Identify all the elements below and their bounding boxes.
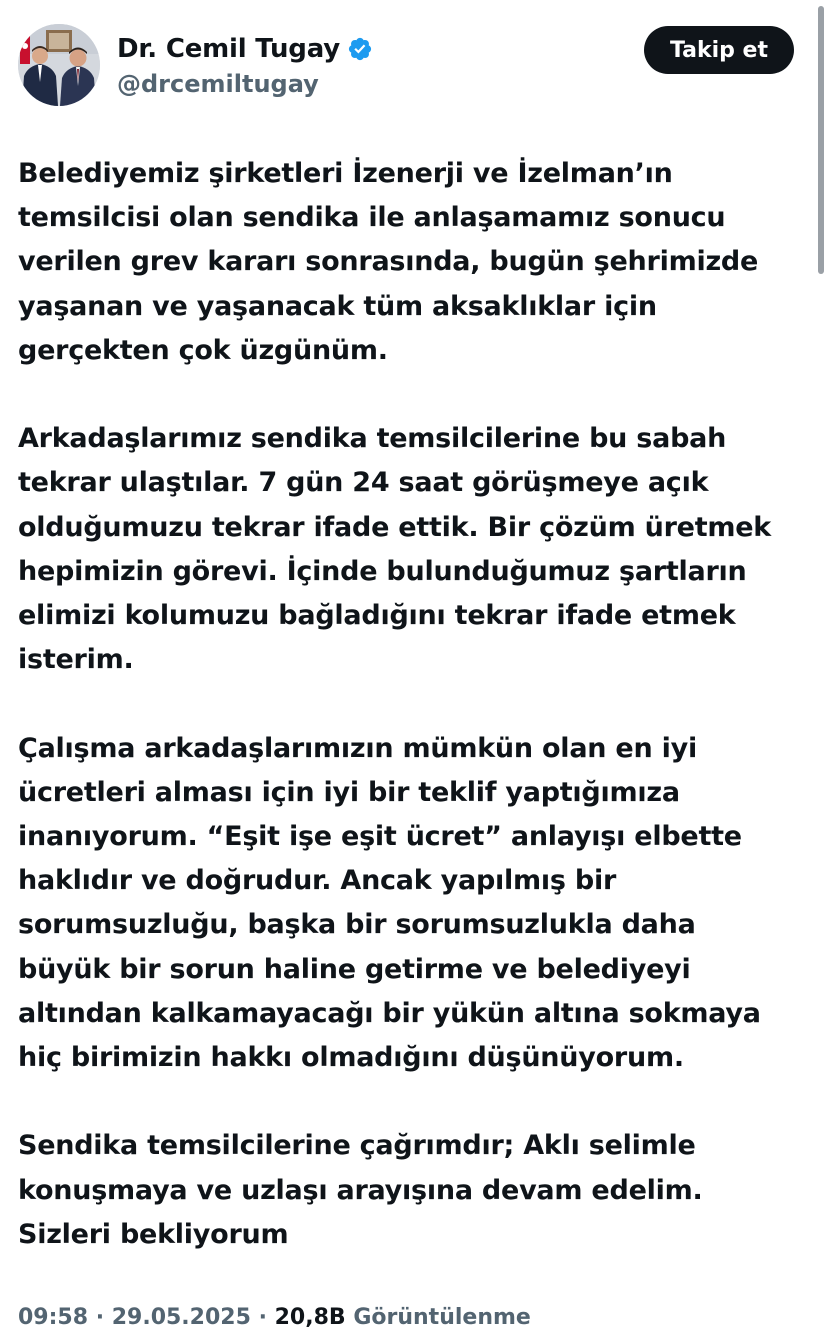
display-name-row <box>117 32 373 66</box>
follow-button[interactable]: Takip et <box>644 26 794 74</box>
scrollbar-thumb[interactable] <box>818 6 824 274</box>
tweet-time[interactable]: 09:58 <box>18 1305 89 1330</box>
display-name[interactable]: Dr. Cemil Tugay <box>117 34 341 64</box>
avatar[interactable] <box>18 24 100 106</box>
verified-badge-icon[interactable] <box>347 36 373 62</box>
user-handle[interactable]: @drcemiltugay <box>117 70 319 98</box>
views-label[interactable]: Görüntülenme <box>353 1305 531 1330</box>
user-name-block <box>117 32 373 98</box>
meta-separator: · <box>250 1305 275 1330</box>
tweet-paragraph: Sendika temsilcilerine çağrımdır; Aklı selimle konuşmaya ve uzlaşı arayışına devam edelim. Sizleri bekliyorum <box>18 1130 703 1250</box>
tweet-header <box>18 18 794 110</box>
avatar-photo <box>18 24 100 106</box>
meta-separator: · <box>88 1305 112 1330</box>
views-count[interactable]: 20,8B <box>274 1305 346 1330</box>
tweet-paragraph: Arkadaşlarımız sendika temsilcilerine bu sabah tekrar ulaştılar. 7 gün 24 saat görüşmeye açık olduğumuzu tekrar ifade ettik. Bir çözüm üretmek hepimizin görevi. İçinde bulunduğumuz şartların elimizi kolumuzu bağladığını tekrar ifade etmek isterim. <box>18 423 772 676</box>
tweet-date[interactable]: 29.05.2025 <box>111 1305 251 1330</box>
tweet-paragraph: Çalışma arkadaşlarımızın mümkün olan en iyi ücretleri alması için iyi bir teklif yaptığımıza inanıyorum. “Eşit işe eşit ücret” anlayışı elbette haklıdır ve doğrudur. Ancak yapılmış bir sorumsuzluğu, başka bir sorumsuzlukla daha büyük bir sorun haline getirme ve belediyeyi altından kalkamayacağı bir yükün altına sokmaya hiç birimizin hakkı olmadığını düşünüyorum. <box>18 732 761 1074</box>
tweet-body <box>18 152 808 1257</box>
tweet-metadata <box>18 1305 531 1330</box>
tweet-paragraph: Belediyemiz şirketleri İzenerji ve İzelman’ın temsilcisi olan sendika ile anlaşamamız sonucu verilen grev kararı sonrasında, bugün şehrimizde yaşanan ve yaşanacak tüm aksaklıklar için gerçekten çok üzgünüm. <box>18 158 759 366</box>
